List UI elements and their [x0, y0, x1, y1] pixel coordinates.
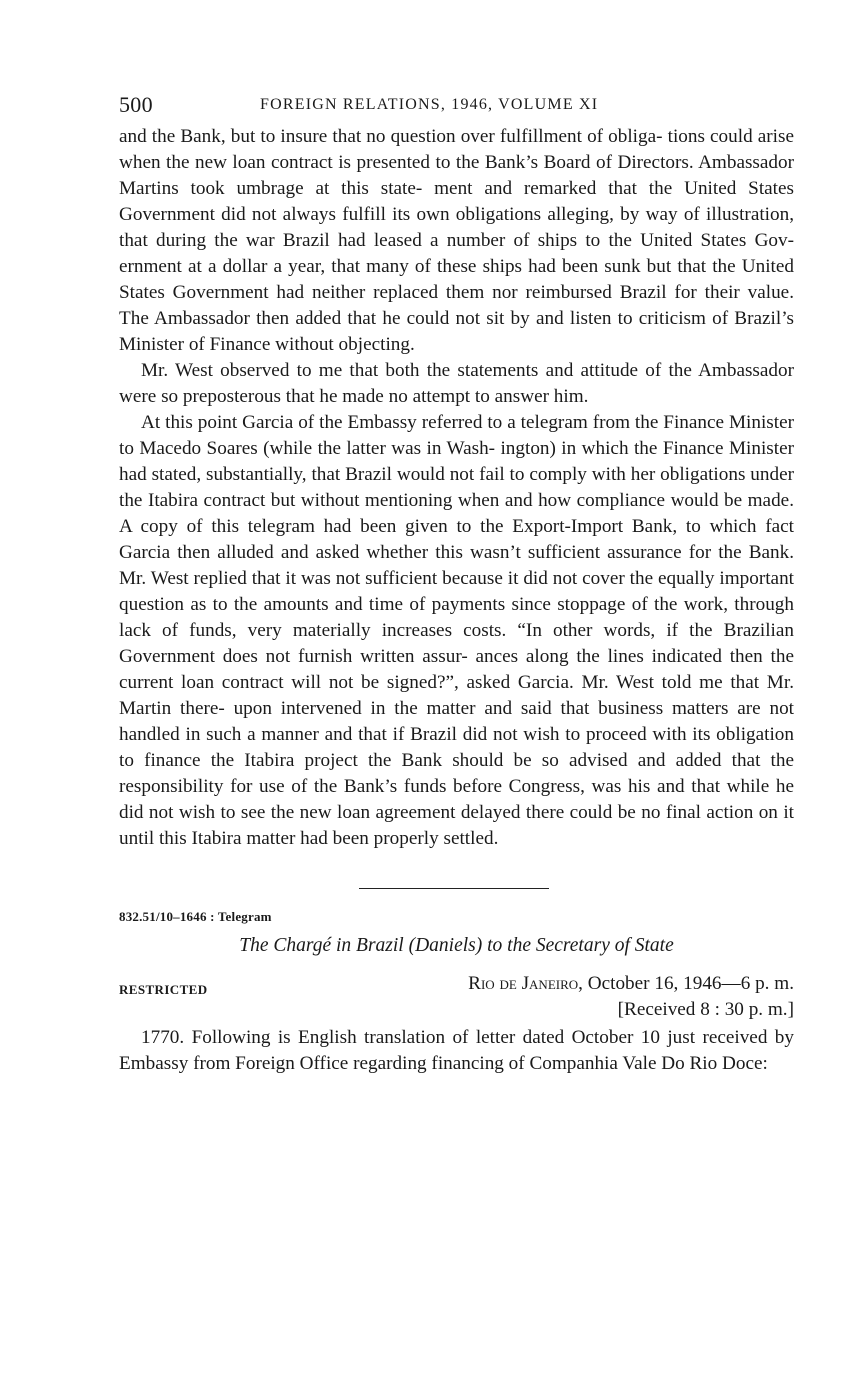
telegram-body	[119, 1025, 794, 1077]
paragraph-continuation: and the Bank, but to insure that no question over fulfillment of obliga- tions could arise when the new loan contract is presented to the Bank’s Board of Directors. Ambassador Martins took umbrage at this state- ment and remarked that the United States Government did not always fulfill its own obligations alleging, by way of illustration, that during the war Brazil had leased a number of ships to the United States Gov- ernment at a dollar a year, that many of these ships had been sunk but that the United States Government had neither replaced them nor reimbursed Brazil for their value. The Ambassador then added that he could not sit by and listen to criticism of Brazil’s Minister of Finance without objecting.	[119, 126, 794, 355]
dateline-row	[119, 971, 794, 1023]
document-title: The Chargé in Brazil (Daniels) to the Secretary of State	[239, 935, 674, 956]
dateline	[468, 971, 794, 1023]
received-time: [Received 8 : 30 p. m.]	[617, 999, 794, 1020]
dateline-date: , October 16, 1946—6 p. m.	[578, 973, 794, 994]
classification-label: RESTRICTED	[119, 982, 208, 997]
section-divider	[359, 888, 549, 889]
dateline-line	[468, 971, 794, 997]
running-head	[119, 88, 794, 124]
body-text	[119, 124, 794, 852]
running-title: FOREIGN RELATIONS, 1946, VOLUME XI	[260, 96, 599, 113]
page-number: 500	[119, 92, 153, 117]
document-file-reference: 832.51/10–1646 : Telegram	[119, 909, 272, 924]
telegram-paragraph: 1770. Following is English translation of letter dated October 10 just received by Embassy from Foreign Office regarding financing of Companhia Vale Do Rio Doce:	[119, 1027, 794, 1074]
dateline-place: Rio de Janeiro	[468, 973, 579, 994]
paragraph-west-observation: Mr. West observed to me that both the statements and attitude of the Ambassador were so preposterous that he made no attempt to answer him.	[119, 360, 794, 407]
paragraph-garcia-telegram: At this point Garcia of the Embassy referred to a telegram from the Finance Minister to Macedo Soares (while the latter was in Wash- ington) in which the Finance Minister had stated, substantially, that Brazil would not fail to comply with her obligations under the Itabira contract but without mentioning when and how compliance would be made. A copy of this telegram had been given to the Export-Import Bank, to which fact Garcia then alluded and asked whether this wasn’t sufficient assurance for the Bank. Mr. West replied that it was not sufficient because it did not cover the equally important question as to the amounts and time of payments since stoppage of the work, through lack of funds, very materially increases costs. “In other words, if the Brazilian Government does not furnish written assur- ances along the lines indicated then the current loan contract will not be signed?”, asked Garcia. Mr. West told me that Mr. Martin there- upon intervened in the matter and said that business matters are not handled in such a manner and that if Brazil did not wish to proceed with its obligation to finance the Itabira project the Bank should be so advised and added that the responsibility for use of the Bank’s funds before Congress, was his and that while he did not wish to see the new loan agreement delayed there could be no final action on it until this Itabira matter had been properly settled.	[119, 412, 794, 849]
document-page	[119, 88, 794, 1077]
